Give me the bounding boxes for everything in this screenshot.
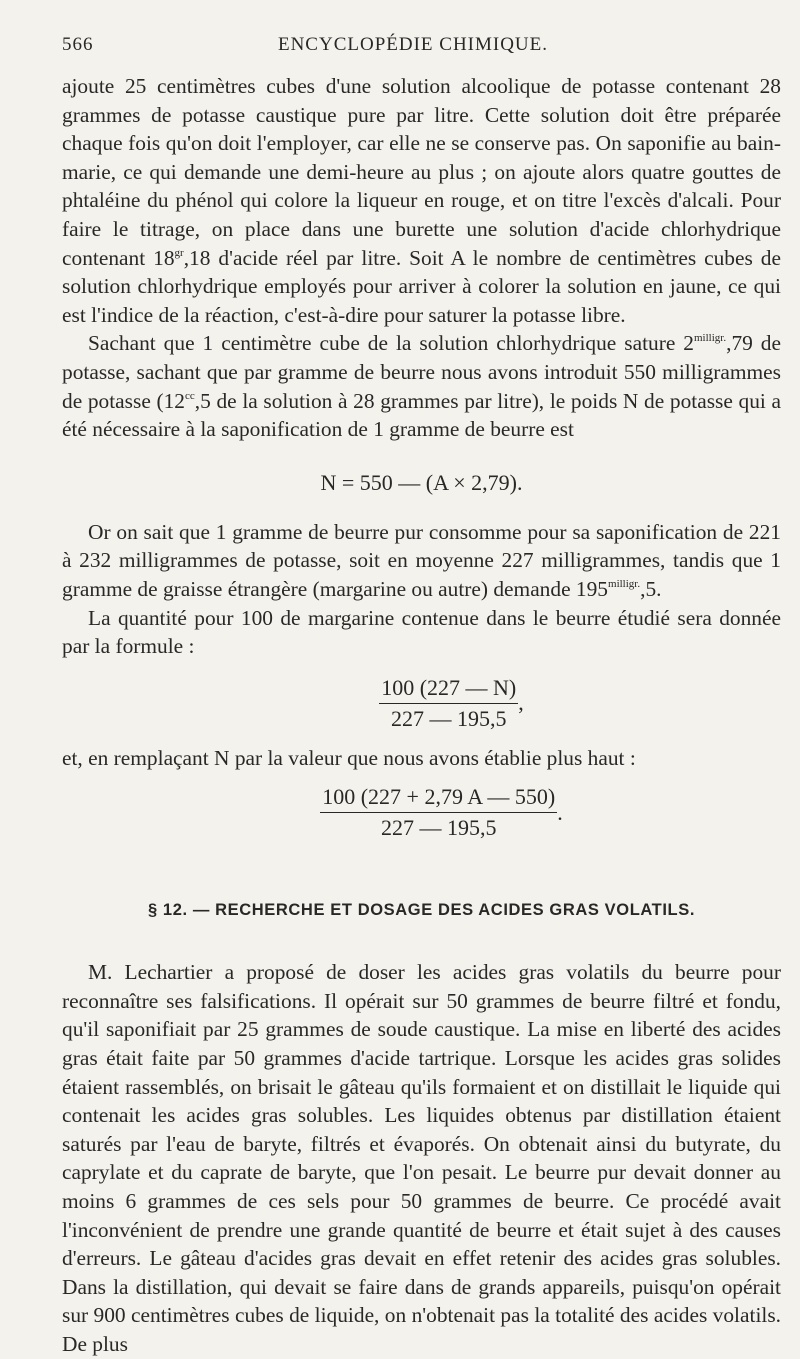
paragraph-text: ,5 de la solution à 28 grammes par litre), le poids N de potasse qui a été nécessaire à la saponification de 1 gramme de beurre est — [62, 388, 781, 442]
unit-superscript: gr — [174, 246, 184, 259]
substituted-formula — [62, 784, 781, 841]
page-number: 566 — [62, 34, 94, 55]
unit-superscript: milligr. — [608, 577, 641, 590]
paragraph-text: ,5. — [640, 576, 662, 601]
unit-superscript: milligr. — [694, 332, 727, 345]
paragraph-substitution: et, en remplaçant N par la valeur que nous avons établie plus haut : — [62, 745, 636, 770]
paragraph-text: Sachant que 1 centimètre cube de la solution chlorhydrique sature 2 — [88, 331, 694, 356]
margarine-formula — [62, 675, 781, 732]
fraction-numerator: 100 (227 — N) — [379, 675, 518, 704]
unit-superscript: cc — [185, 389, 195, 402]
fraction-numerator: 100 (227 + 2,79 A — 550) — [320, 784, 557, 813]
fraction-denominator: 227 — 195,5 — [381, 815, 497, 841]
paragraph-text: 18 — [153, 245, 175, 270]
paragraph-lechartier: M. Lechartier a proposé de doser les acides gras volatils du beurre pour reconnaître ses falsifications. Il opérait sur 50 grammes de beurre filtré et fondu, qu'il saponifiait par 25 grammes de soude caustique. La mise en liberté des acides gras était faite par 50 grammes d'acide tartrique. Lorsque les acides gras solides étaient rassemblés, on brisait le gâteau qu'ils formaient et on distillait le liquide qui contenait les acides gras solubles. Les liquides obtenus par distillation étaient saturés par l'eau de baryte, filtrés et évaporés. On obtenait ainsi du butyrate, du caprylate et du caprate de baryte, que l'on pesait. Le beurre pur devait donner au moins 6 grammes de ces sels pour 50 grammes de beurre. Ce procédé avait l'inconvénient de prendre une grande quantité de beurre et était sujet à des causes d'erreurs. Le gâteau d'acides gras devait en effet retenir des acides gras solubles. Dans la distillation, qui devait se faire dans de grands appareils, puisqu'on opérait sur 900 centimètres cubes de liquide, on n'obtenait pas la totalité des acides volatils. De plus — [62, 960, 781, 1356]
paragraph-formula-intro: La quantité pour 100 de margarine contenue dans le beurre étudié sera donnée par la formule : — [62, 605, 781, 659]
running-head — [62, 34, 764, 60]
running-title: ENCYCLOPÉDIE CHIMIQUE. — [277, 34, 549, 55]
formula-punctuation: . — [557, 799, 563, 825]
fraction-denominator: 227 — 195,5 — [390, 705, 507, 731]
page-body — [62, 72, 781, 1359]
paragraph-text: ,79 de potasse, sachant que par gramme de beurre nous avons introduit 550 milligrammes de potasse (12 — [62, 331, 781, 413]
section-heading: § 12. — RECHERCHE ET DOSAGE DES ACIDES GRAS VOLATILS. — [147, 901, 696, 920]
paragraph-potash-weight — [62, 329, 781, 443]
fraction — [320, 784, 557, 841]
paragraph-text: ajoute 25 centimètres cubes d'une solution alcoolique de potasse contenant 28 grammes de potasse caustique pure par litre. Cette solution doit être préparée chaque fois qu'on doit l'employer, car elle ne se conserve pas. On saponifie au bain-marie, ce qui demande une demi-heure au plus ; on ajoute alors quatre gouttes de phtaléine du phénol qui colore la liqueur en rouge, et on titre l'excès d'alcali. Pour faire le titrage, on place dans une burette une solution d'acide chlorhydrique contenant — [62, 74, 781, 270]
paragraph-saponification — [62, 72, 781, 329]
equation-n: N = 550 — (A × 2,79). — [320, 469, 523, 495]
paragraph-text: ,18 d'acide réel par litre. Soit A le nombre de centimètres cubes de solution chlorhydrique employés pour arriver à colorer la solution en jaune, ce qui est l'indice de la réaction, c'est-à-dire pour saturer la potasse libre. — [62, 245, 781, 327]
paragraph-consumption — [62, 518, 781, 604]
formula-punctuation: , — [518, 690, 524, 716]
paragraph-text: Or on sait que 1 gramme de beurre pur consomme pour sa saponification de 221 à 232 milligrammes de potasse, soit en moyenne 227 milligrammes, tandis que 1 gramme de graisse étrangère (margarine ou autre) demande 195 — [62, 519, 781, 601]
fraction — [379, 675, 518, 732]
